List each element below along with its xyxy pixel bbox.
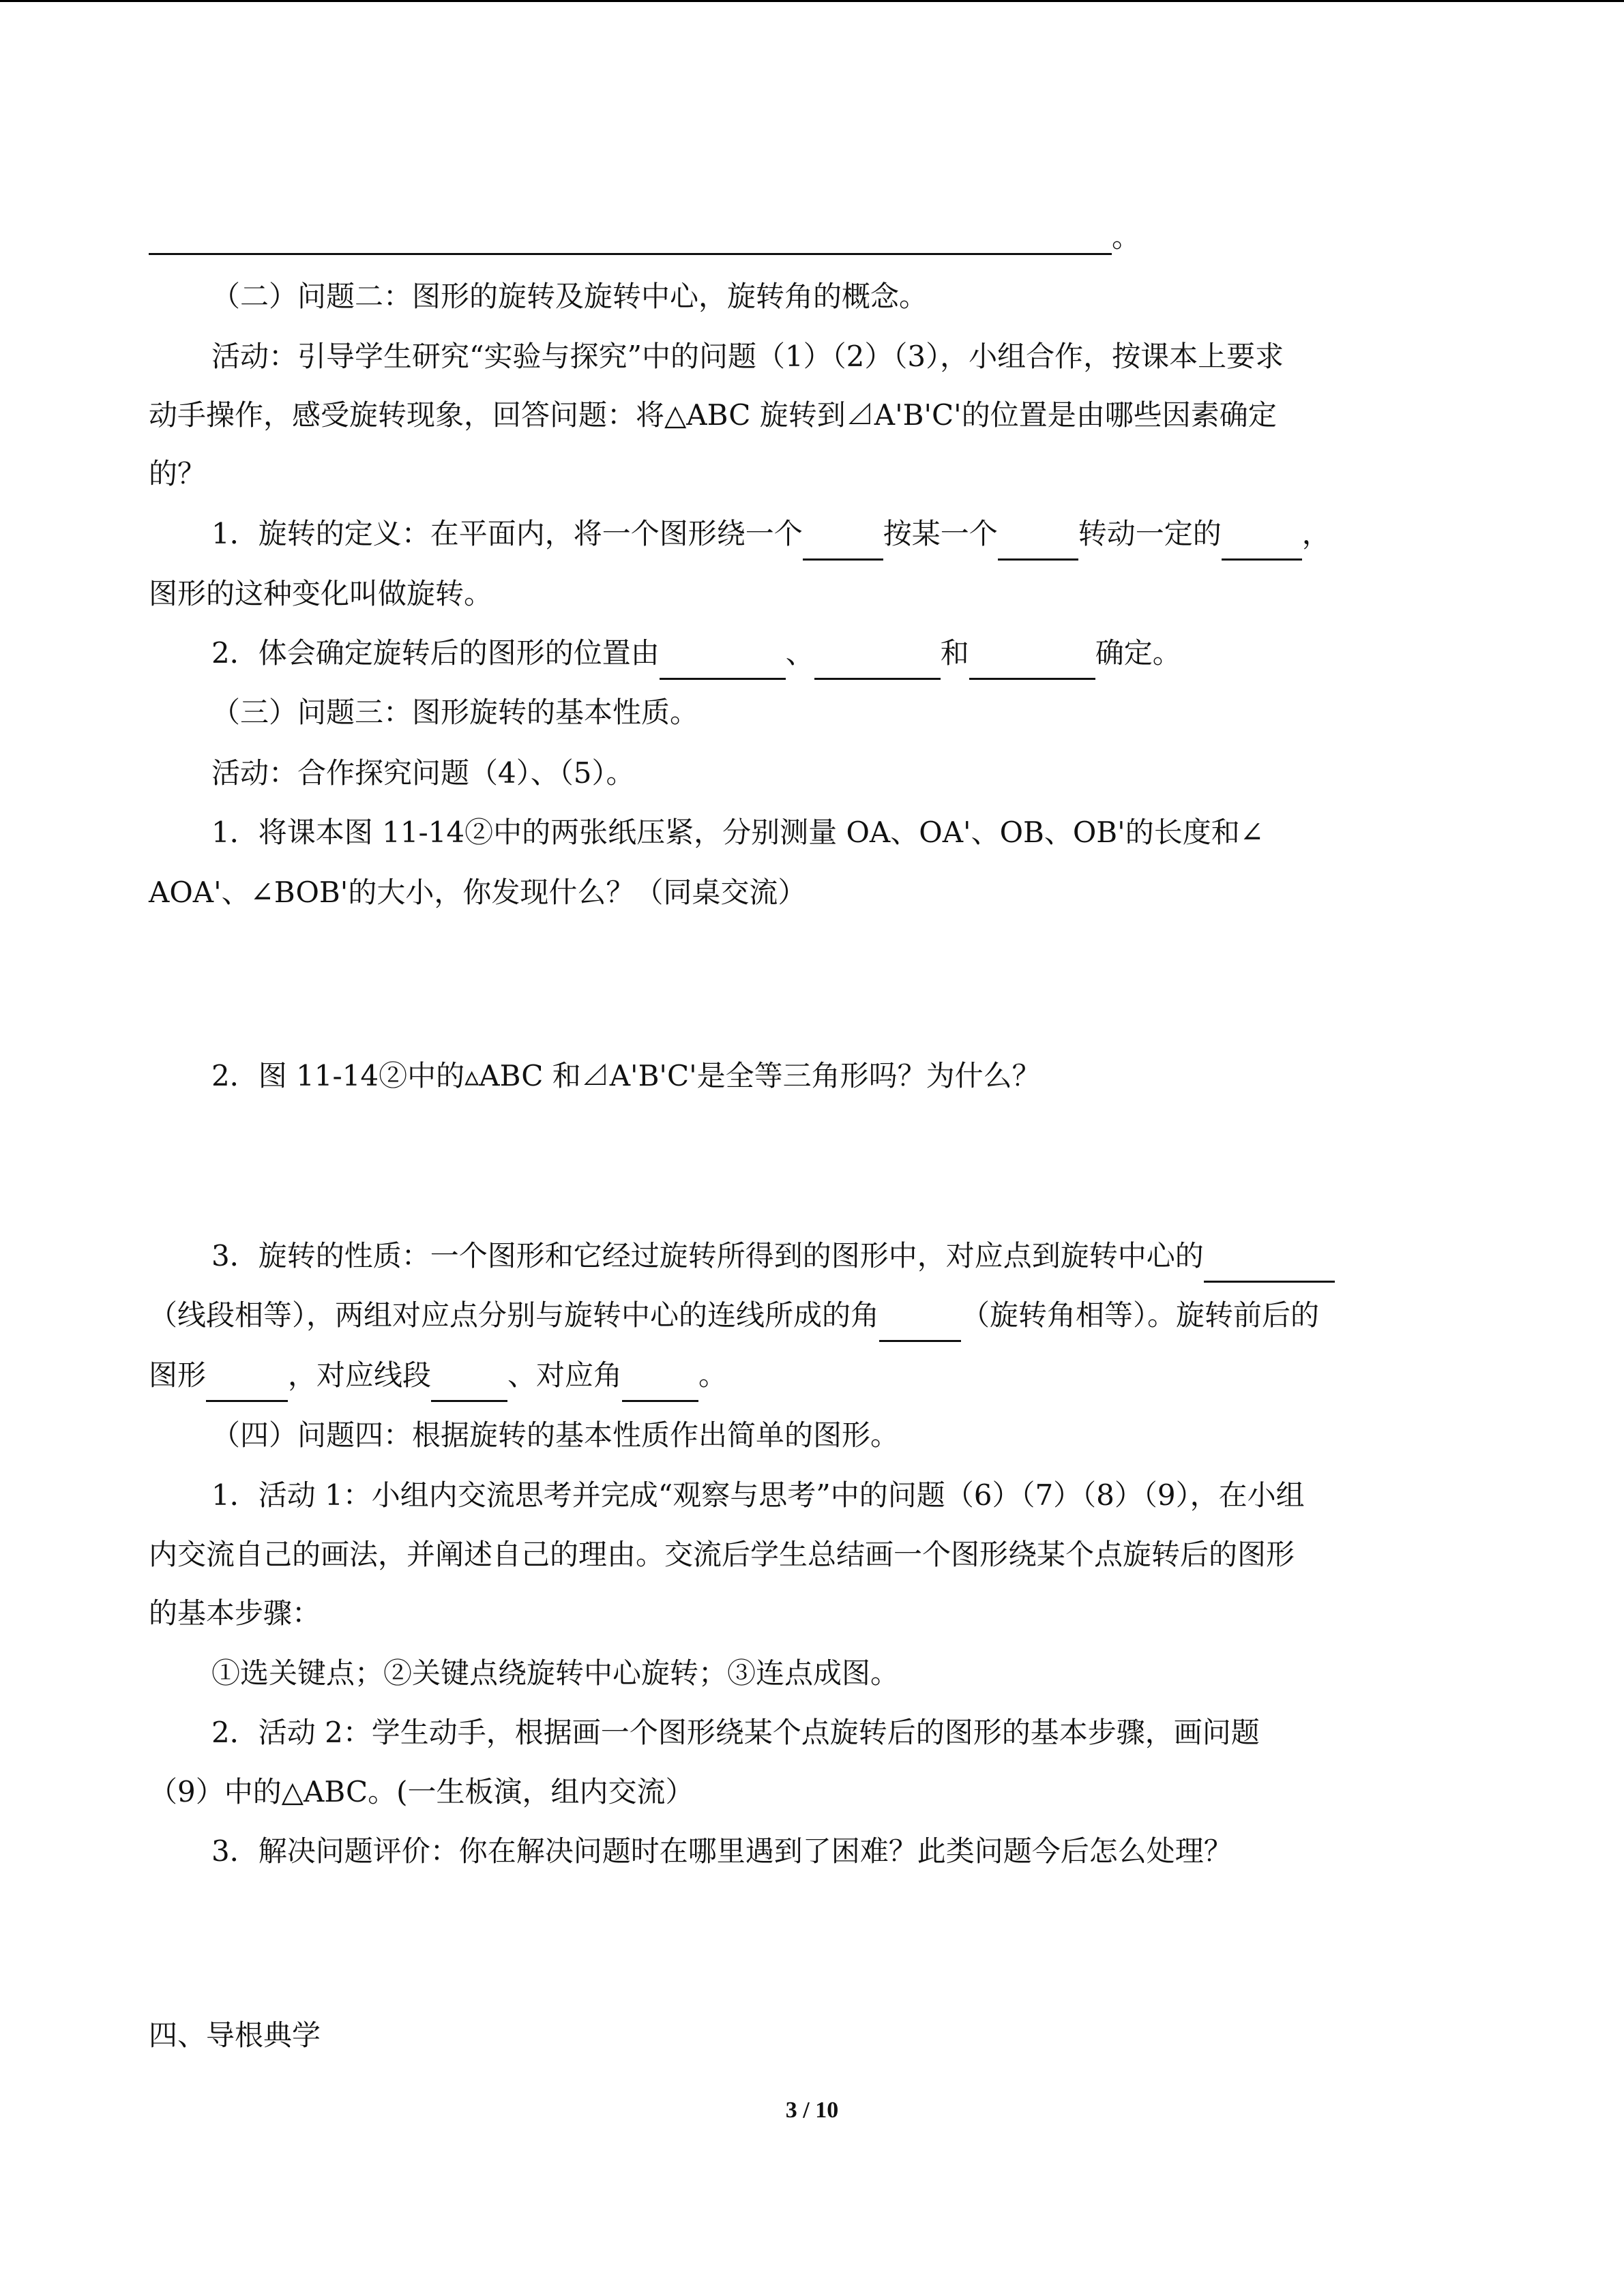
text: ，对应线段 xyxy=(288,1358,432,1392)
answer-blank[interactable] xyxy=(998,518,1078,561)
text: 2．体会确定旋转后的图形的位置由 xyxy=(211,636,660,670)
answer-blank[interactable] xyxy=(206,1359,288,1402)
property-line xyxy=(211,1236,1335,1283)
definition-line xyxy=(211,513,1331,561)
answer-blank[interactable] xyxy=(431,1359,507,1402)
period-mark: 。 xyxy=(1112,220,1141,254)
fill-line xyxy=(211,633,1181,680)
paragraph-line: 的基本步骤： xyxy=(149,1596,321,1630)
section-heading-4: （四）问题四：根据旋转的基本性质作出简单的图形。 xyxy=(211,1418,900,1452)
property-line xyxy=(149,1295,1319,1342)
text: 、对应角 xyxy=(507,1358,623,1392)
text: （旋转角相等）。旋转前后的 xyxy=(961,1298,1320,1332)
paragraph-line: 1．将课本图 11-14②中的两张纸压紧，分别测量 OA、OA'、OB、OB'的长度和∠ xyxy=(211,816,1264,849)
property-line xyxy=(149,1355,727,1402)
answer-blank[interactable] xyxy=(149,253,1112,255)
paragraph-line: 图形的这种变化叫做旋转。 xyxy=(149,577,493,610)
paragraph-line: 的？ xyxy=(149,457,207,490)
answer-blank[interactable] xyxy=(814,637,941,680)
paragraph-line: 动手操作，感受旋转现象，回答问题：将△ABC 旋转到⊿A'B'C'的位置是由哪些因素确定 xyxy=(149,398,1277,432)
paragraph-line: 活动：引导学生研究“实验与探究”中的问题（1）（2）（3），小组合作，按课本上要求 xyxy=(211,340,1284,373)
text: 、 xyxy=(785,636,814,670)
paragraph-line: ①选关键点；②关键点绕旋转中心旋转；③连点成图。 xyxy=(211,1656,900,1690)
text: 。 xyxy=(698,1358,728,1392)
answer-blank[interactable] xyxy=(969,637,1095,680)
top-border xyxy=(0,0,1624,2)
answer-blank[interactable] xyxy=(622,1359,698,1402)
paragraph-line: AOA'、∠BOB'的大小，你发现什么？（同桌交流） xyxy=(149,876,807,909)
text: 转动一定的 xyxy=(1078,517,1222,550)
text: （线段相等），两组对应点分别与旋转中心的连线所成的角 xyxy=(149,1298,880,1332)
section-heading-2: （二）问题二：图形的旋转及旋转中心，旋转角的概念。 xyxy=(211,280,928,313)
text: 1．旋转的定义：在平面内，将一个图形绕一个 xyxy=(211,517,803,550)
text: ， xyxy=(1301,517,1331,550)
section-heading-3: （三）问题三：图形旋转的基本性质。 xyxy=(211,696,699,729)
paragraph-line: 活动：合作探究问题（4）、（5）。 xyxy=(211,756,635,790)
page-number: 3 / 10 xyxy=(785,2098,839,2123)
paragraph-line: 1．活动 1：小组内交流思考并完成“观察与思考”中的问题（6）（7）（8）（9），在小组 xyxy=(211,1478,1305,1512)
paragraph-line: 内交流自己的画法，并阐述自己的理由。交流后学生总结画一个图形绕某个点旋转后的图形 xyxy=(149,1538,1295,1571)
answer-blank[interactable] xyxy=(1204,1240,1335,1283)
answer-blank[interactable] xyxy=(879,1299,961,1342)
answer-blank[interactable] xyxy=(803,518,883,561)
text: 图形 xyxy=(149,1358,207,1392)
text: 按某一个 xyxy=(883,517,998,550)
answer-blank[interactable] xyxy=(1222,518,1302,561)
answer-blank[interactable] xyxy=(660,637,786,680)
paragraph-line: 2．活动 2：学生动手，根据画一个图形绕某个点旋转后的图形的基本步骤，画问题 xyxy=(211,1716,1260,1749)
paragraph-line: 3．解决问题评价：你在解决问题时在哪里遇到了困难？此类问题今后怎么处理？ xyxy=(211,1834,1232,1868)
paragraph-line: 2．图 11-14②中的▵ABC 和⊿A'B'C'是全等三角形吗？为什么？ xyxy=(211,1059,1041,1092)
text: 确定。 xyxy=(1095,636,1181,670)
text: 和 xyxy=(940,636,969,670)
text: 3．旋转的性质：一个图形和它经过旋转所得到的图形中，对应点到旋转中心的 xyxy=(211,1239,1204,1272)
section-heading-main: 四、导根典学 xyxy=(149,2018,321,2052)
paragraph-line: （9）中的△ABC。(一生板演，组内交流） xyxy=(149,1775,694,1808)
